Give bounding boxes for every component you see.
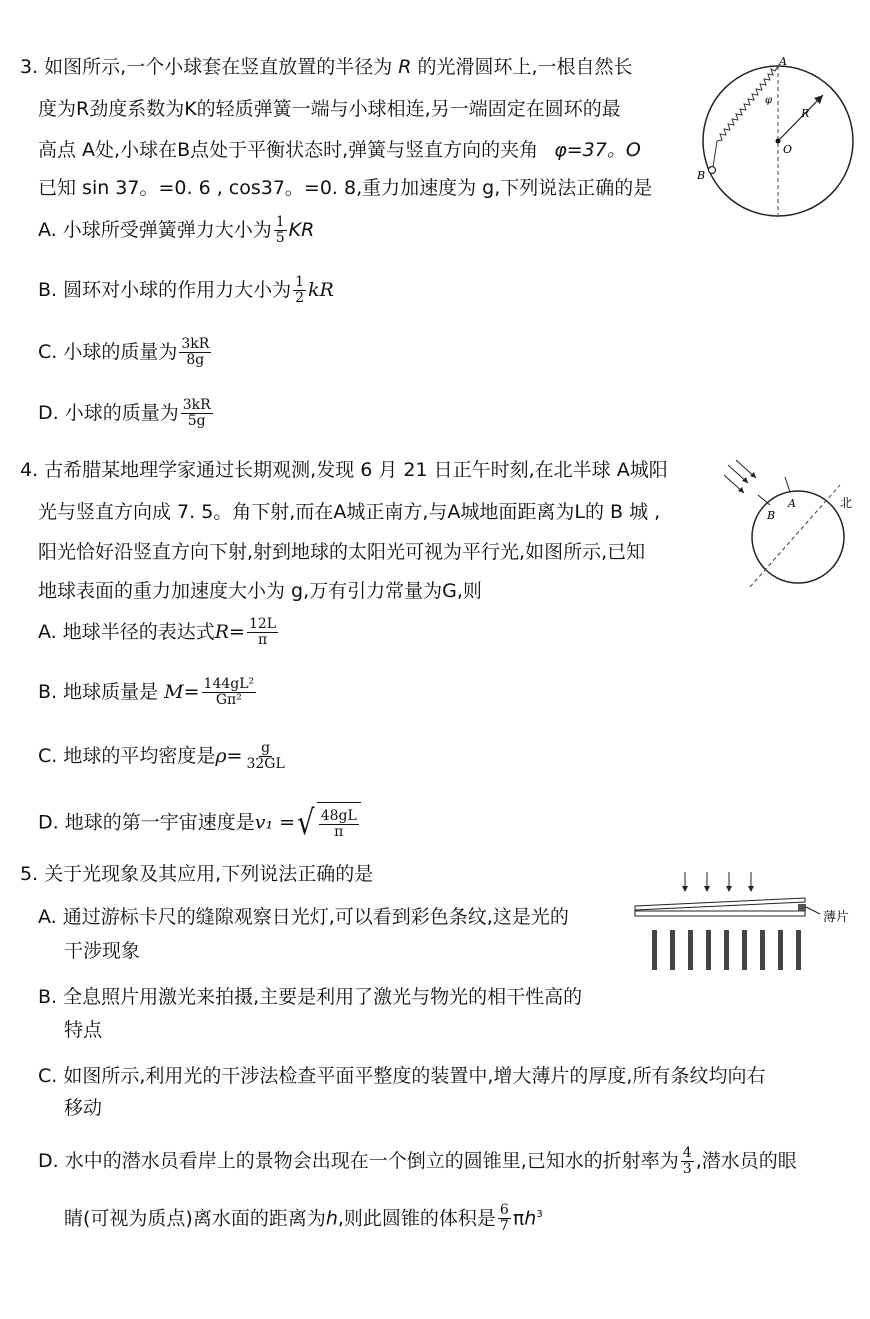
q3-option-a	[38, 212, 314, 248]
fringe	[724, 930, 729, 970]
option-lhs: v₁ =	[254, 811, 296, 834]
fringe-pattern	[652, 930, 801, 970]
q4-stem-line3: 阳光恰好沿竖直方向下射,射到地球的太阳光可视为平行光,如图所示,已知	[38, 541, 646, 563]
denominator: 8g	[186, 352, 205, 368]
ball-icon	[709, 167, 716, 174]
center-point	[776, 139, 781, 144]
q5-option-b-line2: 特点	[64, 1019, 103, 1041]
q5-option-a-line1: A. 通过游标卡尺的缝隙观察日光灯,可以看到彩色条纹,这是光的	[38, 906, 569, 928]
fraction	[681, 1146, 694, 1177]
denominator: π	[334, 824, 344, 840]
q4-option-a	[38, 613, 280, 651]
option-text: ,潜水员的眼	[695, 1150, 797, 1172]
q5-option-b-line1: B. 全息照片用激光来拍摄,主要是利用了激光与物光的相干性高的	[38, 986, 583, 1008]
q4-option-d	[38, 802, 361, 844]
option-expr: kR	[308, 279, 334, 301]
denominator: 5	[275, 230, 285, 246]
label-B: B	[697, 169, 706, 182]
q3-text: 高点 A处,小球在B点处于平衡状态时,弹簧与竖直方向的夹角	[38, 139, 539, 161]
arrow-head-icon	[682, 886, 688, 892]
q3-stem-line2: 度为R劲度系数为K的轻质弹簧一端与小球相连,另一端固定在圆环的最	[38, 98, 621, 120]
fraction	[202, 677, 257, 708]
label-A: A	[788, 497, 796, 510]
option-expr: KR	[288, 219, 315, 241]
spring-icon	[713, 66, 778, 167]
q3-stem-line1	[20, 55, 633, 79]
option-lhs: ρ=	[215, 745, 243, 767]
denominator: Gπ²	[215, 692, 242, 708]
denominator: 2	[295, 290, 305, 306]
option-lhs: R=	[214, 621, 245, 643]
option-text: D. 水中的潜水员看岸上的景物会出现在一个倒立的圆锥里,已知水的折射率为	[38, 1150, 679, 1172]
q3-option-c	[38, 334, 213, 370]
q4-earth-figure	[720, 455, 865, 590]
fraction	[274, 215, 287, 246]
q4-stem-line1: 4. 古希腊某地理学家通过长期观测,发现 6 月 21 日正午时刻,在北半球 A城阳	[20, 459, 668, 481]
numerator: 4	[682, 1145, 692, 1161]
denominator: 7	[499, 1218, 509, 1235]
q3-circle-figure	[695, 55, 860, 220]
option-text: A. 小球所受弹簧弹力大小为	[38, 219, 272, 241]
q3-var-R: R	[398, 56, 412, 78]
denominator: 32GL	[246, 756, 285, 772]
fringe	[742, 930, 747, 970]
q5-stem: 5. 关于光现象及其应用,下列说法正确的是	[20, 863, 374, 885]
q3-stem-line3	[38, 138, 641, 162]
q5-option-d-line2	[64, 1196, 543, 1237]
fringe	[796, 930, 801, 970]
q3-option-d	[38, 395, 215, 431]
q3-option-b	[38, 272, 334, 308]
label-phi: φ	[765, 95, 773, 106]
numerator: 3kR	[181, 336, 210, 352]
lower-glass-plate	[635, 911, 805, 916]
q4-stem-line2: 光与竖直方向成 7. 5。角下射,而在A城正南方,与A城地面距离为L的 B 城 ,	[38, 501, 661, 523]
q3-angle: φ=37。O	[554, 139, 641, 161]
label-north: 北	[840, 496, 853, 510]
option-text: B. 圆环对小球的作用力大小为	[38, 279, 292, 301]
label-B: B	[767, 509, 776, 522]
numerator: 1	[295, 274, 305, 290]
numerator: 1	[275, 214, 285, 230]
fraction	[498, 1203, 511, 1234]
upper-glass-plate	[635, 898, 805, 910]
label-O: O	[783, 143, 793, 156]
fraction	[293, 275, 306, 306]
label-A: A	[779, 55, 787, 68]
q3-text: 3. 如图所示,一个小球套在竖直放置的半径为	[20, 56, 393, 78]
fringe	[652, 930, 657, 970]
label-R: R	[801, 107, 810, 120]
normal-line-A	[785, 477, 790, 492]
numerator: 12L	[248, 616, 277, 632]
fringe	[778, 930, 783, 970]
denominator: 3	[682, 1161, 692, 1177]
option-text: ,则此圆锥的体积是	[337, 1207, 496, 1230]
thin-sheet	[798, 904, 806, 911]
numerator: 144gL²	[203, 676, 255, 692]
q3-stem-line4: 已知 sin 37。=0. 6 , cos37。=0. 8,重力加速度为 g,下列说法正确的是	[38, 177, 653, 199]
fraction	[181, 398, 213, 429]
q5-option-c-line1: C. 如图所示,利用光的干涉法检查平面平整度的装置中,增大薄片的厚度,所有条纹均向右	[38, 1065, 766, 1087]
arrow-head-icon	[726, 886, 732, 892]
option-text: C. 地球的平均密度是	[38, 745, 216, 767]
var-h: h	[524, 1207, 537, 1230]
denominator: 5g	[187, 413, 206, 429]
fraction	[247, 617, 278, 648]
exponent: 3	[536, 1209, 543, 1220]
square-root	[295, 802, 361, 844]
q4-stem-line4: 地球表面的重力加速度大小为 g,万有引力常量为G,则	[38, 580, 482, 602]
radical-sign-icon: √	[297, 803, 315, 843]
fraction	[319, 809, 359, 840]
q4-option-c	[38, 737, 289, 775]
option-text: C. 小球的质量为	[38, 341, 178, 363]
option-text: A. 地球半径的表达式	[38, 621, 215, 643]
numerator: 3kR	[182, 397, 211, 413]
label-leader-line	[806, 907, 820, 914]
option-text: B. 地球质量是	[38, 681, 165, 703]
q5-interference-figure	[630, 862, 860, 977]
var-h: h	[325, 1207, 338, 1230]
fraction	[179, 337, 211, 368]
fringe	[670, 930, 675, 970]
q4-option-b	[38, 673, 258, 711]
fraction	[244, 741, 286, 772]
arrow-head-icon	[704, 886, 710, 892]
q5-option-c-line2: 移动	[64, 1097, 103, 1119]
option-text: D. 地球的第一宇宙速度是	[38, 811, 255, 834]
fringe	[688, 930, 693, 970]
label-sheet: 薄片	[823, 910, 850, 925]
option-lhs: M=	[164, 681, 200, 703]
pi-symbol: π	[512, 1207, 525, 1230]
numerator: 6	[499, 1202, 509, 1219]
q3-text: 的光滑圆环上,一根自然长	[417, 56, 633, 78]
denominator: π	[257, 632, 268, 648]
q5-option-a-line2: 干涉现象	[64, 940, 141, 962]
option-text: D. 小球的质量为	[38, 402, 179, 424]
numerator: g	[261, 740, 271, 756]
arrow-head-icon	[748, 886, 754, 892]
option-text: 睛(可视为质点)离水面的距离为	[64, 1207, 326, 1230]
fringe	[706, 930, 711, 970]
numerator: 48gL	[320, 808, 357, 824]
q5-option-d-line1	[38, 1142, 797, 1180]
fringe	[760, 930, 765, 970]
normal-line-B	[758, 495, 770, 505]
